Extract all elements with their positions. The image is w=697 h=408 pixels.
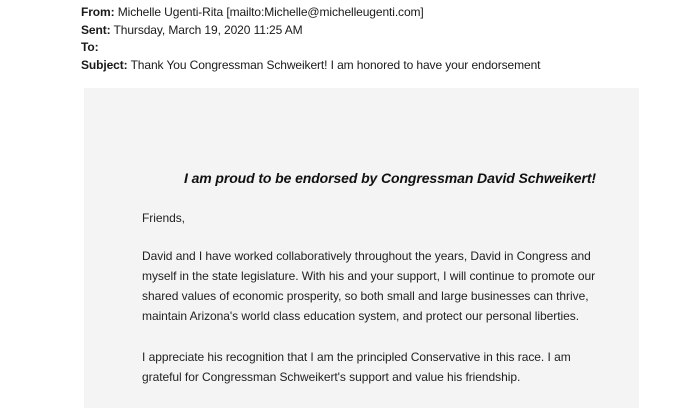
from-row [81,4,681,22]
greeting: Friends, [142,211,185,225]
email-header [81,4,681,74]
from-value: Michelle Ugenti-Rita [mailto:Michelle@michelleugenti.com] [117,5,424,19]
email-body [84,88,639,408]
paragraph-1: David and I have worked collaboratively throughout the years, David in Congress and myself in the state legislature. With his and your support, I will continue to promote our shared values of economic prosperity, so both small and large businesses can thrive, maintain Arizona's world class education system, and protect our personal liberties. [142,249,596,323]
from-label: From: [81,5,115,19]
to-row [81,39,681,57]
paragraph-2: I appreciate his recognition that I am the principled Conservative in this race. I am grateful for Congressman Schweikert's support and value his friendship. [142,350,571,384]
sent-value: Thursday, March 19, 2020 11:25 AM [113,22,303,37]
sent-label: Sent: [81,22,111,37]
subject-value: Thank You Congressman Schweikert! I am honored to have your endorsement [130,57,541,72]
subject-label: Subject: [81,57,128,72]
to-label: To: [81,40,99,55]
subject-row [81,57,681,75]
headline: I am proud to be endorsed by Congressman David Schweikert! [184,170,596,186]
sent-row [81,22,681,40]
